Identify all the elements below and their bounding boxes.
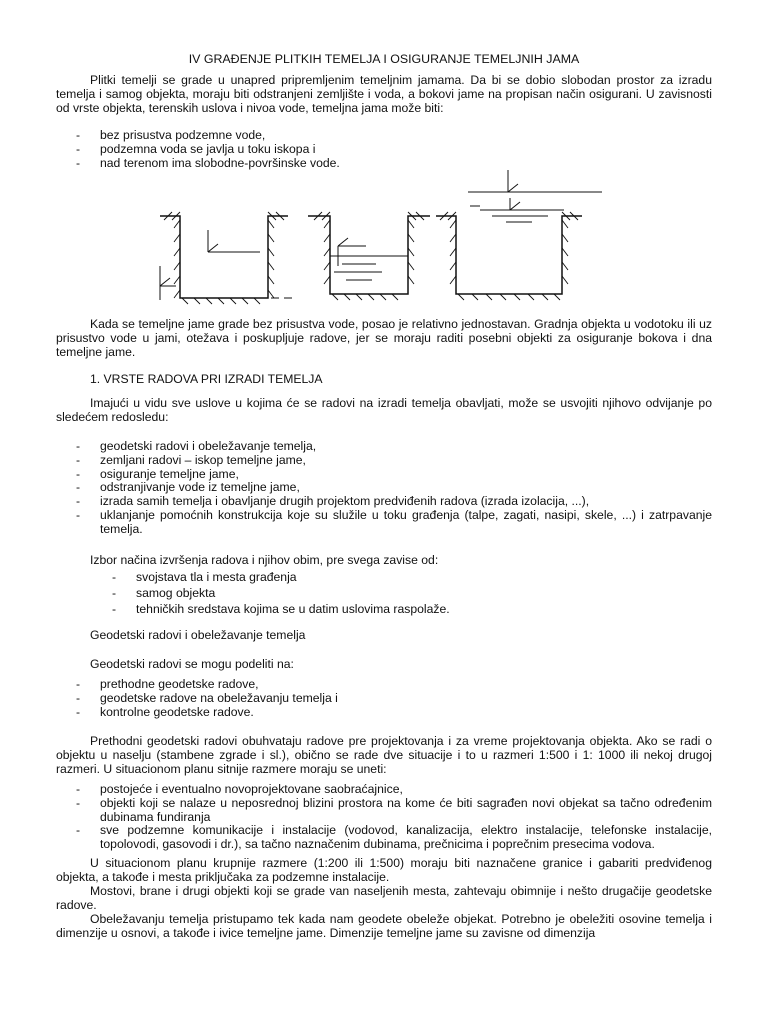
factors-list <box>112 569 450 617</box>
list-item: - podzemna voda se javlja u toku iskopa i <box>56 143 712 157</box>
list-item: - bez prisustva podzemne vode, <box>56 129 712 143</box>
chapter-title: IV GRAĐENJE PLITKIH TEMELJA I OSIGURANJE TEMELJNIH JAMA <box>188 52 580 66</box>
list-item: - sve podzemne komunikacije i instalacije (vodovod, kanalizacija, elektro instalacije, telefonske instalacije, topolovodi, gasovodi i dr.), sa tačno naznačenim dubinama, prečnicima i poprečnim presecima vodova. <box>56 824 712 852</box>
pit-surface-water <box>436 170 602 300</box>
prior-works-paragraph: Prethodni geodetski radovi obuhvataju radove pre projektovanja i za vreme projektovanja objekta. Ako se radi o objektu u naselju (stambene zgrade i sl.), obično se rade dve situacije i to u razmeri 1:500 i 1: 1000 ili nekoj drugoj razmeri. U situacionom planu sitnije razmere moraju se uneti: <box>56 734 712 776</box>
list-item: - uklanjanje pomoćnih konstrukcija koje su služile u toku građenja (talpe, zagati, nasipi, skele, ...) i zatrpavanje temelja. <box>56 509 712 537</box>
choice-intro-text: Izbor načina izvršenja radova i njihov obim, pre svega zavise od: <box>90 553 439 567</box>
pit-conditions-paragraph: Kada se temeljne jame grade bez prisustva vode, posao je relativno jednostavan. Gradnja objekta u vodotoku ili uz prisustvo vode u jami, otežava i poskupljuje radove, jer se moraju raditi posebni objekti za osiguranje bokova i dna temeljne jame. <box>56 317 712 359</box>
list-item: - objekti koji se nalaze u neposrednoj blizini prostora na kome će biti sagrađen novi objekat sa tačno određenim dubinama fundiranja <box>56 797 712 825</box>
list-item: - postojeće i eventualno novoprojektovane saobraćajnice, <box>56 783 712 797</box>
list-item: - tehničkih sredstava kojima se u datim uslovima raspolaže. <box>112 601 450 617</box>
situation-plan-list <box>56 783 712 852</box>
list-item: - geodetski radovi i obeležavanje temelja, <box>56 440 712 454</box>
pit-dry <box>160 212 294 304</box>
order-intro-paragraph: Imajući u vidu sve uslove u kojima će se radovi na izradi temelja obavljati, može se usvojiti njihovo odvijanje po sledećem redosledu: <box>56 396 712 424</box>
works-order-list <box>56 440 712 537</box>
list-item: - samog objekta <box>112 585 450 601</box>
list-item: - odstranjivanje vode iz temeljne jame, <box>56 481 712 495</box>
list-item: - geodetske radove na obeležavanju temelja i <box>56 692 712 706</box>
larger-scale-paragraph: U situacionom planu krupnije razmere (1:200 ili 1:500) moraju biti naznačene granice i gabariti predviđenog objekta, a takođe i mesta priključaka za podzemne instalacije. <box>56 856 712 884</box>
list-item: - izrada samih temelja i obavljanje drugih projektom predviđenih radova (izrada izolacija, ...), <box>56 495 712 509</box>
list-item: - prethodne geodetske radove, <box>56 678 712 692</box>
list-item: - kontrolne geodetske radove. <box>56 706 712 720</box>
list-item: - svojstava tla i mesta građenja <box>112 569 450 585</box>
geodetic-subheading: Geodetski radovi i obeležavanje temelja <box>90 628 306 642</box>
division-intro-text: Geodetski radovi se mogu podeliti na: <box>90 657 294 671</box>
list-item: - zemljani radovi – iskop temeljne jame, <box>56 454 712 468</box>
list-item: - nad terenom ima slobodne-površinske vode. <box>56 157 712 171</box>
bridges-paragraph: Mostovi, brane i drugi objekti koji se grade van naseljenih mesta, zahtevaju obimnije i nešto drugačije geodetske radove. <box>56 884 712 912</box>
list-item: - osiguranje temeljne jame, <box>56 468 712 482</box>
intro-paragraph: Plitki temelji se grade u unapred pripremljenim temeljnim jamama. Da bi se dobio slobodan prostor za izradu temelja i samog objekta, moraju biti odstranjeni zemljište i voda, a bokovi jame na propisan način osigurani. U zavisnosti od vrste objekta, terenskih uslova i nivoa vode, temeljna jama može biti: <box>56 73 712 115</box>
geodetic-types-list <box>56 678 712 719</box>
pit-groundwater <box>308 212 430 300</box>
foundation-pits-figure <box>150 162 620 310</box>
marking-paragraph: Obeležavanju temelja pristupamo tek kada nam geodete obeleže objekat. Potrebno je obeležiti osovine temelja i dimenzije u osnovi, a takođe i ivice temeljne jame. Dimenzije temeljne jame su zavisne od dimenzija <box>56 912 712 940</box>
section-heading: 1. VRSTE RADOVA PRI IZRADI TEMELJA <box>90 372 323 386</box>
